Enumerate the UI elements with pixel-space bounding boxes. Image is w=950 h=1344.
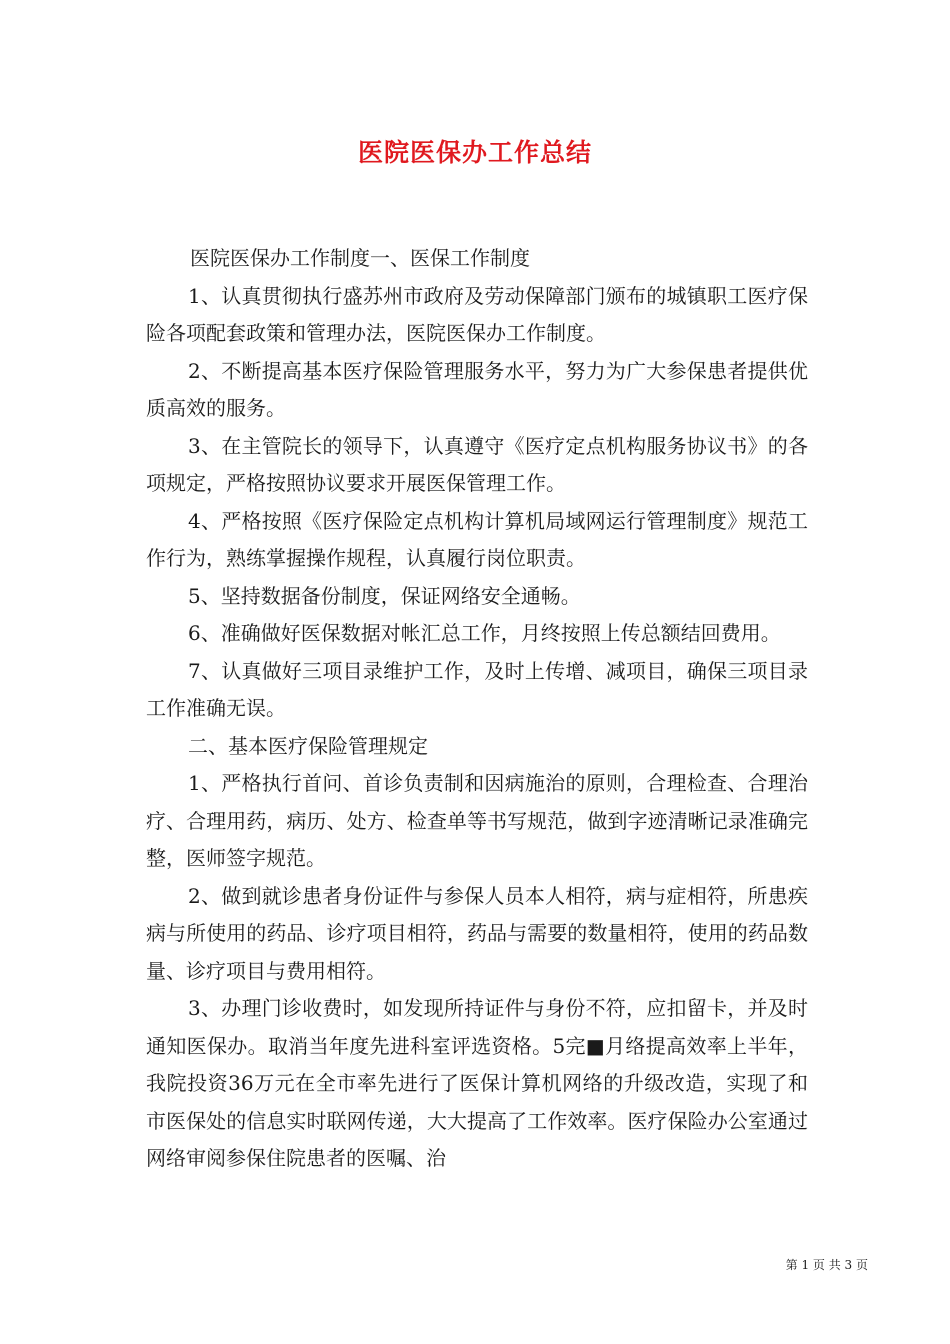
paragraph: 1、严格执行首问、首诊负责制和因病施治的原则，合理检查、合理治疗、合理用药，病历、处方、检查单等书写规范，做到字迹清晰记录准确完整，医师签字规范。 xyxy=(146,771,808,870)
paragraph: 4、严格按照《医疗保险定点机构计算机局域网运行管理制度》规范工作行为，熟练掌握操作规程，认真履行岗位职责。 xyxy=(146,508,808,570)
page-number-footer: 第 1 页 共 3 页 xyxy=(785,1258,868,1272)
paragraph: 3、在主管院长的领导下，认真遵守《医疗定点机构服务协议书》的各项规定，严格按照协议要求开展医保管理工作。 xyxy=(146,433,808,495)
paragraph-heading-1: 医院医保办工作制度一、医保工作制度 xyxy=(190,246,530,270)
paragraph: 1、认真贯彻执行盛苏州市政府及劳动保障部门颁布的城镇职工医疗保险各项配套政策和管理办法，医院医保办工作制度。 xyxy=(146,283,808,345)
document-title: 医院医保办工作总结 xyxy=(357,138,592,167)
paragraph: 5、坚持数据备份制度，保证网络安全通畅。 xyxy=(188,583,581,608)
paragraph: 2、做到就诊患者身份证件与参保人员本人相符，病与症相符，所患疾病与所使用的药品、诊疗项目相符，药品与需要的数量相符，使用的药品数量、诊疗项目与费用相符。 xyxy=(146,883,808,983)
paragraph: 7、认真做好三项目录维护工作，及时上传增、减项目，确保三项目录工作准确无误。 xyxy=(146,658,808,720)
paragraph: 6、准确做好医保数据对帐汇总工作，月终按照上传总额结回费用。 xyxy=(188,621,781,645)
document-body xyxy=(146,240,808,1178)
section-heading-2: 二、基本医疗保险管理规定 xyxy=(188,733,428,758)
paragraph: 3、办理门诊收费时，如发现所持证件与身份不符，应扣留卡，并及时通知医保办。取消当年度先进科室评选资格。5完■月络提高效率上半年，我院投资36万元在全市率先进行了医保计算机网络的升级改造，实现了和市医保处的信息实时联网传递，大大提高了工作效率。医疗保险办公室通过网络审阅参保住院患者的医嘱、治 xyxy=(146,996,808,1170)
paragraph: 2、不断提高基本医疗保险管理服务水平，努力为广大参保患者提供优质高效的服务。 xyxy=(146,358,808,420)
